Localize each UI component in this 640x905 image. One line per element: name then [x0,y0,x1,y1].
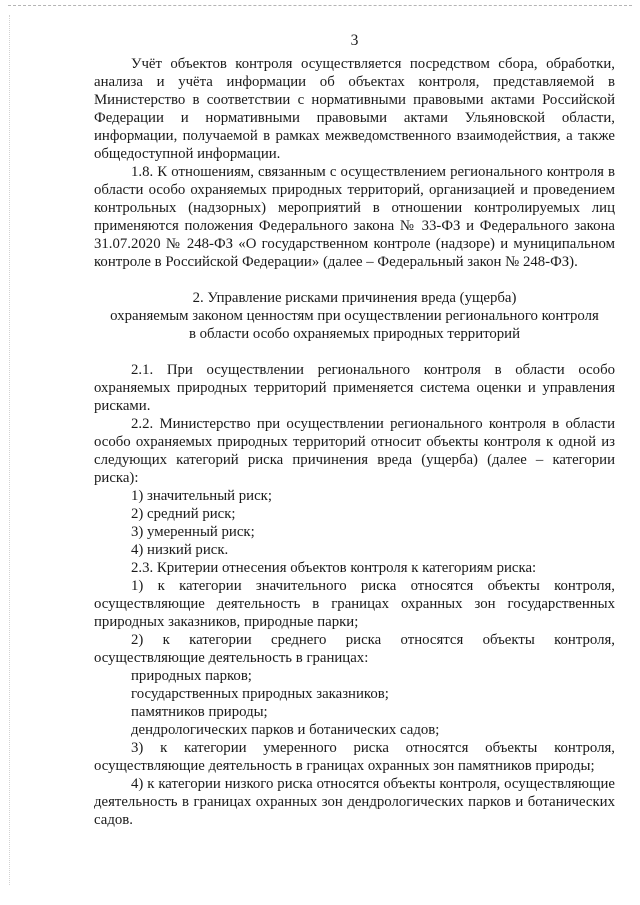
paragraph-accounting: Учёт объектов контроля осуществляется посредством сбора, обработки, анализа и учёта информации об объектах контроля, представляемой в Министерство в соответствии с нормативными правовыми актами Российской Федерации и нормативными правовыми актами Ульяновской области, информации, получаемой в рамках межведомственного взаимодействия, а также общедоступной информации. [94,56,615,162]
paragraph-1-8: 1.8. К отношениям, связанным с осуществлением регионального контроля в области особо охраняемых природных территорий, организацией и проведением контрольных (надзорных) мероприятий в отношении контролируемых лиц применяются положения Федерального закона № 33-ФЗ и Федерального закона 31.07.2020 № 248-ФЗ «О государственном контроле (надзоре) и муниципальном контроле в Российской Федерации» (далее – Федеральный закон № 248-ФЗ). [94,164,615,270]
section-heading-line: 2. Управление рисками причинения вреда (ущерба) [192,290,517,306]
list-item: государственных природных заказников; [131,686,389,702]
medium-risk-territory-list [94,667,615,739]
section-heading [94,289,615,343]
list-item: 2) средний риск; [131,506,236,522]
list-item: дендрологических парков и ботанических садов; [131,722,440,738]
page-number: 3 [350,32,359,49]
document-body [94,55,615,829]
list-item: 4) низкий риск. [131,542,229,558]
list-item: 3) умеренный риск; [131,524,255,540]
paragraph-2-2: 2.2. Министерство при осуществлении регионального контроля в области особо охраняемых природных территорий относит объекты контроля к одной из следующих категорий риска причинения вреда (ущерба) (далее – категории риска): [94,416,615,486]
risk-category-list [94,487,615,559]
scan-edge-left [9,15,10,885]
section-heading-line: в области особо охраняемых природных территорий [188,326,521,342]
criterion-medium-risk: 2) к категории среднего риска относятся объекты контроля, осуществляющие деятельность в границах: [94,632,615,666]
list-item: памятников природы; [131,704,268,720]
section-heading-line: охраняемым законом ценностям при осуществлении регионального контроля [110,308,599,324]
criterion-moderate-risk: 3) к категории умеренного риска относятся объекты контроля, осуществляющие деятельность в границах охранных зон памятников природы; [94,740,615,774]
scan-edge-top [8,5,632,6]
criterion-significant-risk: 1) к категории значительного риска относятся объекты контроля, осуществляющие деятельность в границах охранных зон государственных природных заказников, природные парки; [94,578,615,630]
criterion-low-risk: 4) к категории низкого риска относятся объекты контроля, осуществляющие деятельность в границах охранных зон дендрологических парков и ботанических садов. [94,776,615,828]
paragraph-2-3: 2.3. Критерии отнесения объектов контроля к категориям риска: [131,560,537,576]
list-item: природных парков; [131,668,252,684]
list-item: 1) значительный риск; [131,488,272,504]
paragraph-2-1: 2.1. При осуществлении регионального контроля в области особо охраняемых природных территорий применяется система оценки и управления рисками. [94,362,615,414]
